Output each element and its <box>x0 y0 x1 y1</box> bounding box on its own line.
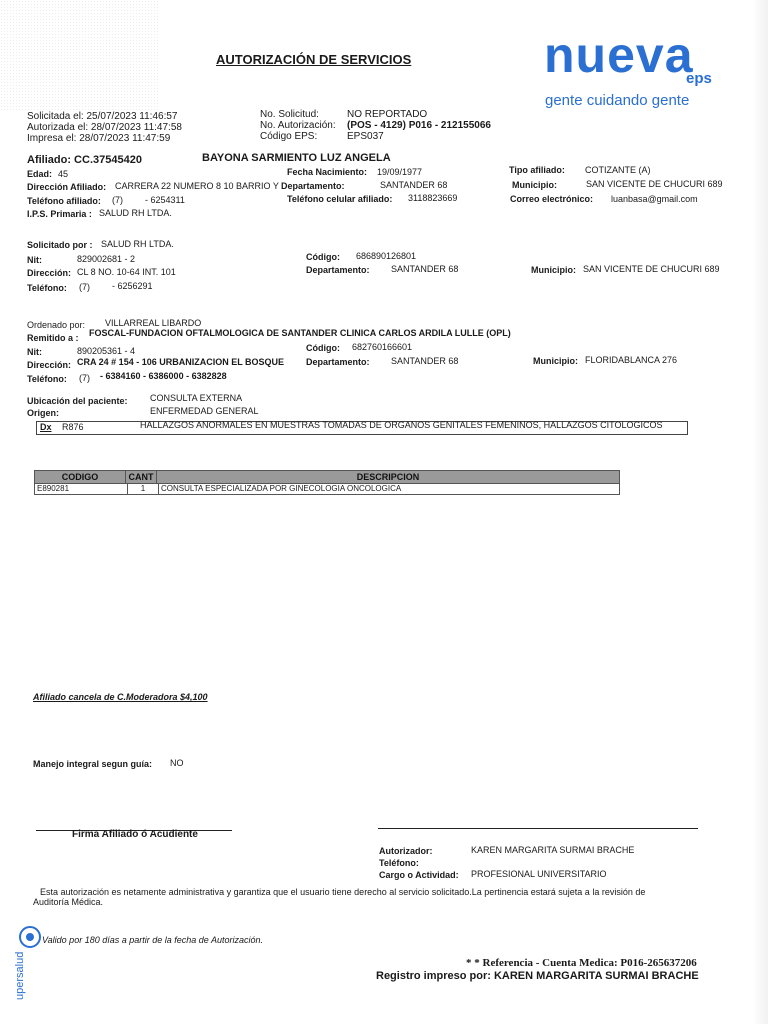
origen-label: Origen: <box>27 408 60 418</box>
scan-grain <box>0 0 160 110</box>
celular-afiliado-value: 3118823669 <box>408 193 458 203</box>
document-title: AUTORIZACIÓN DE SERVICIOS <box>216 52 412 67</box>
codigo-eps-value: EPS037 <box>347 131 384 142</box>
solicitante-codigo-value: 686890126801 <box>356 251 417 261</box>
fecha-autorizada: Autorizada el: 28/07/2023 11:47:58 <box>27 122 182 133</box>
municipio-afiliado-label: Municipio: <box>512 180 557 190</box>
telefono-afiliado-ind: (7) <box>112 195 123 205</box>
municipio-afiliado-value: SAN VICENTE DE CHUCURI 689 <box>586 179 723 189</box>
solicitado-por-value: SALUD RH LTDA. <box>101 239 174 249</box>
firma-autorizador-line <box>378 828 698 829</box>
supersalud-brand: upersalud <box>14 951 26 1000</box>
solicitado-por-label: Solicitado por : <box>27 240 93 250</box>
dx-description: HALLAZGOS ANORMALES EN MUESTRAS TOMADAS DE ORGANOS GENITALES FEMENINOS, HALLAZGOS CITOLOGICOS <box>140 420 663 430</box>
no-solicitud-value: NO REPORTADO <box>347 109 428 120</box>
solicitante-telefono-ind: (7) <box>79 282 90 292</box>
firma-afiliado-label: Firma Afiliado ó Acudiente <box>72 829 198 840</box>
dx-code: R876 <box>62 422 84 432</box>
remitido-telefono-ind: (7) <box>79 373 90 383</box>
remitido-departamento-value: SANTANDER 68 <box>391 356 459 366</box>
remitido-direccion-label: Dirección: <box>27 360 72 370</box>
validez-nota: Valido por 180 días a partir de la fecha de Autorización. <box>42 935 263 945</box>
afiliado-id: Afiliado: CC.37545420 <box>27 154 142 166</box>
solicitante-municipio-label: Municipio: <box>531 265 576 275</box>
solicitante-municipio-value: SAN VICENTE DE CHUCURI 689 <box>583 264 720 274</box>
manejo-integral-value: NO <box>170 758 184 768</box>
solicitante-nit-value: 829002681 - 2 <box>77 254 136 264</box>
solicitante-departamento-label: Departamento: <box>306 265 370 275</box>
nota-legal-2: Auditoría Médica. <box>33 897 104 907</box>
services-table <box>34 470 620 495</box>
fecha-solicitada: Solicitada el: 25/07/2023 11:46:57 <box>27 111 178 122</box>
ordenado-por-value: VILLARREAL LIBARDO <box>105 318 202 328</box>
tipo-afiliado-label: Tipo afiliado: <box>509 165 565 175</box>
remitido-nit-label: Nit: <box>27 347 42 357</box>
autorizador-telefono-label: Teléfono: <box>379 858 419 868</box>
logo-eps-label: eps <box>686 70 712 87</box>
remitido-departamento-label: Departamento: <box>306 357 370 367</box>
manejo-integral-label: Manejo integral segun guía: <box>33 759 153 769</box>
fecha-nac-value: 19/09/1977 <box>377 167 423 177</box>
remitido-a-value: FOSCAL-FUNDACION OFTALMOLOGICA DE SANTANDER CLINICA CARLOS ARDILA LULLE (OPL) <box>89 328 511 338</box>
telefono-afiliado-label: Teléfono afiliado: <box>27 196 101 206</box>
cuota-moderadora: Afiliado cancela de C.Moderadora $4,100 <box>33 692 208 702</box>
table-row <box>34 484 620 495</box>
cargo-value: PROFESIONAL UNIVERSITARIO <box>471 869 607 879</box>
codigo-eps-label: Código EPS: <box>260 131 318 142</box>
tipo-afiliado-value: COTIZANTE (A) <box>585 165 651 175</box>
direccion-afiliado-label: Dirección Afiliado: <box>27 182 107 192</box>
row-cant: 1 <box>128 484 159 494</box>
ordenado-por-label: Ordenado por: <box>27 320 86 330</box>
departamento-afiliado-label: Departamento: <box>281 181 345 191</box>
ubicacion-label: Ubicación del paciente: <box>27 396 128 406</box>
nueva-eps-logo: nueva <box>544 27 694 83</box>
ips-primaria-label: I.P.S. Primaria : <box>27 209 92 219</box>
referencia-cuenta-medica: * * Referencia - Cuenta Medica: P016-265637206 <box>466 957 697 969</box>
services-table-header <box>34 470 620 484</box>
registro-impreso: Registro impreso por: KAREN MARGARITA SURMAI BRACHE <box>376 970 699 982</box>
dx-label: Dx <box>40 422 52 432</box>
direccion-afiliado-value: CARRERA 22 NUMERO 8 10 BARRIO Y <box>115 181 279 191</box>
fecha-nac-label: Fecha Nacimiento: <box>287 167 368 177</box>
cargo-label: Cargo o Actividad: <box>379 870 459 880</box>
remitido-nit-value: 890205361 - 4 <box>77 346 136 356</box>
solicitante-direccion-value: CL 8 NO. 10-64 INT. 101 <box>77 267 176 277</box>
edad-value: 45 <box>58 169 69 179</box>
col-cant-header: CANT <box>126 471 157 483</box>
no-solicitud-label: No. Solicitud: <box>260 109 319 120</box>
col-descripcion-header: DESCRIPCION <box>356 472 420 482</box>
origen-value: ENFERMEDAD GENERAL <box>150 406 259 416</box>
no-autorizacion-value: (POS - 4129) P016 - 212155066 <box>347 120 491 131</box>
logo-tagline: gente cuidando gente <box>545 92 690 109</box>
remitido-municipio-label: Municipio: <box>533 356 578 366</box>
autorizador-value: KAREN MARGARITA SURMAI BRACHE <box>471 845 635 855</box>
remitido-codigo-value: 682760166601 <box>352 342 413 352</box>
edad-label: Edad: <box>27 169 53 179</box>
row-codigo: E890281 <box>35 484 128 494</box>
afiliado-nombre: BAYONA SARMIENTO LUZ ANGELA <box>202 152 391 164</box>
ubicacion-value: CONSULTA EXTERNA <box>150 393 243 403</box>
ips-primaria-value: SALUD RH LTDA. <box>99 208 172 218</box>
correo-value: luanbasa@gmail.com <box>611 194 698 204</box>
no-autorizacion-label: No. Autorización: <box>260 120 336 131</box>
solicitante-telefono-value: - 6256291 <box>112 281 153 291</box>
solicitante-departamento-value: SANTANDER 68 <box>391 264 459 274</box>
supersalud-logo-icon <box>18 925 42 949</box>
row-descripcion: CONSULTA ESPECIALIZADA POR GINECOLOGIA ONCOLOGICA <box>161 484 402 493</box>
correo-label: Correo electrónico: <box>510 194 594 204</box>
departamento-afiliado-value: SANTANDER 68 <box>380 180 448 190</box>
solicitante-direccion-label: Dirección: <box>27 268 72 278</box>
autorizador-label: Autorizador: <box>379 846 433 856</box>
page-edge-shadow <box>752 0 768 1024</box>
telefono-afiliado-value: - 6254311 <box>145 195 185 205</box>
remitido-codigo-label: Código: <box>306 343 340 353</box>
remitido-direccion-value: CRA 24 # 154 - 106 URBANIZACION EL BOSQUE <box>77 357 285 367</box>
fecha-impresa: Impresa el: 28/07/2023 11:47:59 <box>27 133 171 144</box>
col-codigo-header: CODIGO <box>35 471 126 483</box>
remitido-telefono-label: Teléfono: <box>27 374 67 384</box>
celular-afiliado-label: Teléfono celular afiliado: <box>287 194 393 204</box>
remitido-a-label: Remitido a : <box>27 333 79 343</box>
nota-legal: Esta autorización es netamente administrativa y garantiza que el usuario tiene derecho al servicio solicitado.La pertinencia estará sujeta a la revisión de <box>40 887 646 897</box>
remitido-municipio-value: FLORIDABLANCA 276 <box>585 355 678 365</box>
solicitante-codigo-label: Código: <box>306 252 340 262</box>
solicitante-telefono-label: Teléfono: <box>27 283 67 293</box>
solicitante-nit-label: Nit: <box>27 255 42 265</box>
remitido-telefono-value: - 6384160 - 6386000 - 6382828 <box>100 371 227 381</box>
